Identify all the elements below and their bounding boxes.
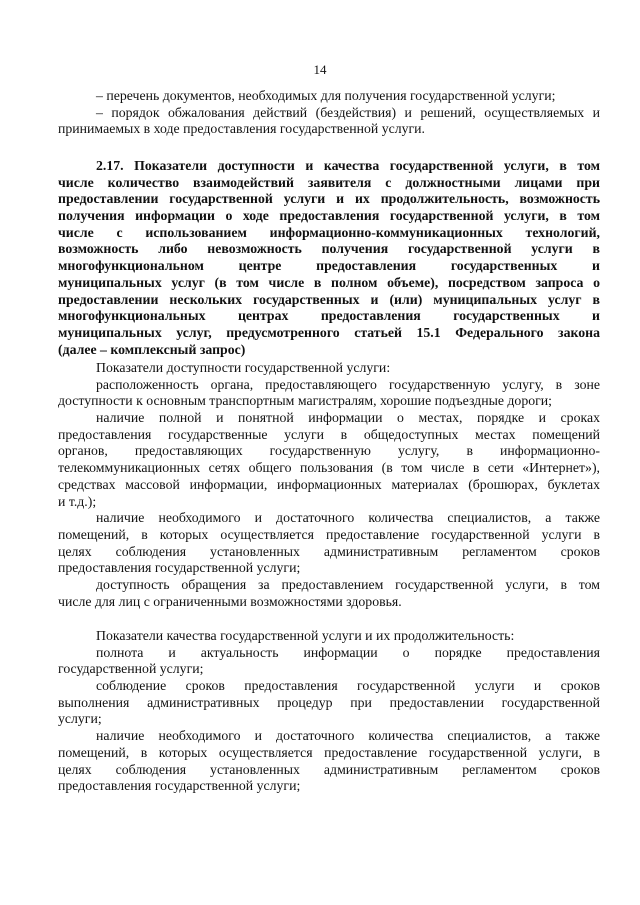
section-heading [58, 158, 600, 358]
text-line: соблюдение сроков предоставления государственной услуги и сроков [96, 678, 600, 694]
page-number: 14 [313, 62, 327, 77]
text-line: получения информации о ходе предоставления государственной услуги, в том [58, 208, 600, 224]
text-line: Показатели доступности государственной услуги: [96, 360, 391, 375]
text-line: наличие полной и понятной информации о местах, порядке и сроках [96, 410, 600, 426]
text-line: возможность либо невозможность получения государственной услуги в [58, 241, 600, 257]
text-line: доступность обращения за предоставлением государственной услуги, в том [96, 576, 600, 592]
top-list [58, 88, 600, 138]
text-line: помещений, в которых осуществляется предоставление государственной услуги, в [58, 744, 600, 760]
text-line: муниципальных услуг, предусмотренного статьей 15.1 Федерального закона [58, 324, 600, 340]
text-line: целях соблюдения установленных административным регламентом сроков [58, 543, 600, 559]
text-line: числе количество взаимодействий заявителя с должностными лицами при [58, 174, 600, 190]
text-line: государственной услуги; [58, 661, 204, 677]
text-line: Показатели качества государственной услуги и их продолжительность: [96, 628, 515, 643]
text-line: предоставления государственной услуги; [58, 778, 301, 794]
text-line: многофункциональном центре предоставления государственных и [58, 258, 600, 274]
text-line: и т.д.); [58, 493, 97, 509]
text-line: услуги; [58, 711, 102, 727]
text-line: – порядок обжалования действий (бездействия) и решений, осуществляемых и [96, 104, 600, 120]
text-line: полнота и актуальность информации о порядке предоставления [96, 644, 600, 660]
text-line: доступности к основным транспортным магистралям, хорошие подъездные дороги; [58, 393, 553, 409]
text-line: многофункциональных центрах предоставления государственных и [58, 308, 600, 324]
text-line: средствах массовой информации, информационных материалах (брошюрах, буклетах [58, 476, 600, 492]
text-line: – перечень документов, необходимых для получения государственной услуги; [96, 88, 556, 103]
text-line: предоставлении нескольких государственных и (или) муниципальных услуг в [58, 291, 600, 307]
text-line: телекоммуникационных сетях общего пользования (в том числе в сети «Интернет»), [58, 460, 600, 476]
text-line: 2.17. Показатели доступности и качества государственной услуги, в том [96, 158, 600, 173]
text-line: наличие необходимого и достаточного количества специалистов, а также [96, 728, 600, 744]
text-line: предоставления государственные услуги в общедоступных местах помещений [58, 426, 600, 442]
text-line: числе с использованием информационно-коммуникационных технологий, [58, 224, 600, 240]
text-line: выполнения административных процедур при предоставлении государственной [58, 694, 600, 710]
text-line: органов, предоставляющих государственную услугу, в информационно- [58, 443, 600, 459]
text-line: предоставления государственной услуги; [58, 560, 301, 576]
text-line: (далее – комплексный запрос) [58, 341, 246, 357]
text-line: расположенность органа, предоставляющего государственную услугу, в зоне [96, 376, 600, 392]
quality-indicators [58, 628, 600, 795]
text-line: предоставлении государственной услуги и их продолжительность, возможность [58, 191, 600, 207]
text-line: муниципальных услуг (в том числе в полном объеме), посредством запроса о [58, 274, 600, 290]
text-line: принимаемых в ходе предоставления государственной услуги. [58, 121, 426, 137]
text-line: числе для лиц с ограниченными возможностями здоровья. [58, 593, 402, 609]
text-line: целях соблюдения установленных административным регламентом сроков [58, 761, 600, 777]
text-line: наличие необходимого и достаточного количества специалистов, а также [96, 510, 600, 526]
availability-indicators [58, 360, 600, 610]
text-line: помещений, в которых осуществляется предоставление государственной услуги в [58, 526, 600, 542]
